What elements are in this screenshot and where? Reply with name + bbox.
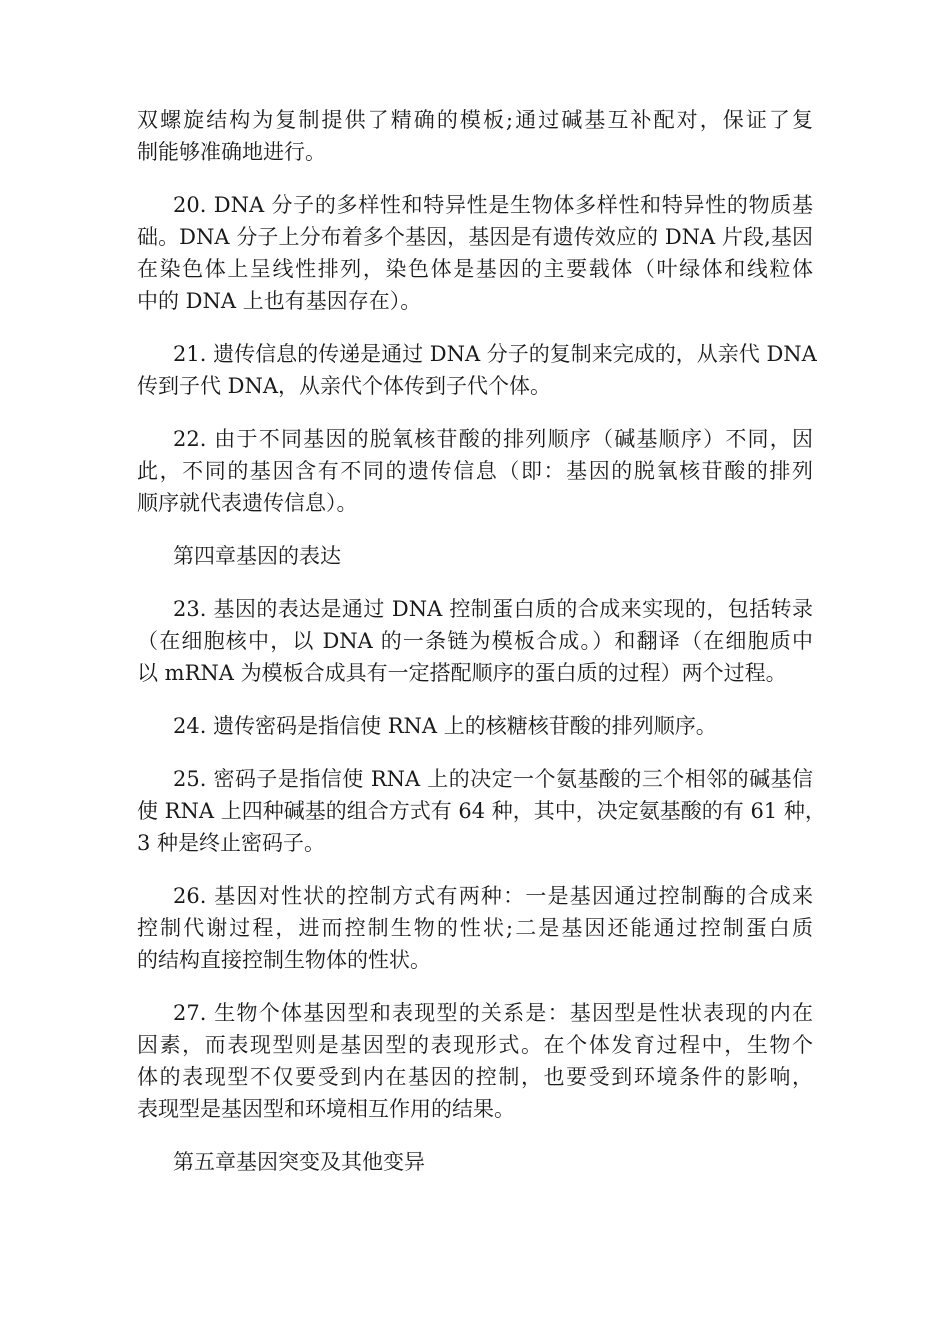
text-line: 24. 遗传密码是指信使 RNA 上的核糖核苷酸的排列顺序。 bbox=[173, 714, 717, 738]
text-line: 的结构直接控制生物体的性状。 bbox=[137, 948, 431, 972]
text-line: 因素，而表现型则是基因型的表现形式。在个体发育过程中，生物个 bbox=[137, 1033, 813, 1057]
paragraph bbox=[137, 338, 817, 402]
text-line: 顺序就代表遗传信息）。 bbox=[137, 491, 358, 515]
document-page bbox=[137, 104, 826, 1199]
text-line: 中的 DNA 上也有基因存在）。 bbox=[137, 289, 422, 313]
text-line: 制能够准确地进行。 bbox=[137, 140, 326, 164]
text-line: 体的表现型不仅要受到内在基因的控制，也要受到环境条件的影响， bbox=[137, 1065, 813, 1089]
text-line: 控制代谢过程，进而控制生物的性状;二是基因还能通过控制蛋白质 bbox=[137, 916, 813, 940]
paragraph bbox=[137, 189, 813, 317]
chapter-heading: 第五章基因突变及其他变异 bbox=[173, 1150, 425, 1174]
text-line: 以 mRNA 为模板合成具有一定搭配顺序的蛋白质的过程）两个过程。 bbox=[137, 661, 787, 685]
text-line: 双螺旋结构为复制提供了精确的模板;通过碱基互补配对，保证了复 bbox=[137, 108, 813, 132]
paragraph bbox=[137, 423, 813, 519]
text-line: 3 种是终止密码子。 bbox=[137, 831, 326, 855]
paragraph bbox=[137, 880, 813, 976]
text-line: 使 RNA 上四种碱基的组合方式有 64 种，其中，决定氨基酸的有 61 种， bbox=[137, 799, 826, 823]
text-line: 础。DNA 分子上分布着多个基因，基因是有遗传效应的 DNA 片段,基因 bbox=[137, 225, 813, 249]
paragraph bbox=[137, 104, 813, 168]
text-line: 传到子代 DNA，从亲代个体传到子代个体。 bbox=[137, 374, 552, 398]
text-line: 表现型是基因型和环境相互作用的结果。 bbox=[137, 1097, 515, 1121]
text-line: 20. DNA 分子的多样性和特异性是生物体多样性和特异性的物质基 bbox=[173, 193, 813, 217]
text-line: （在细胞核中，以 DNA 的一条链为模板合成。）和翻译（在细胞质中 bbox=[137, 629, 813, 653]
chapter-heading: 第四章基因的表达 bbox=[173, 544, 341, 568]
paragraph bbox=[137, 763, 826, 859]
text-line: 在染色体上呈线性排列，染色体是基因的主要载体（叶绿体和线粒体 bbox=[137, 257, 813, 281]
text-line: 26. 基因对性状的控制方式有两种：一是基因通过控制酶的合成来 bbox=[173, 884, 813, 908]
text-line: 22. 由于不同基因的脱氧核苷酸的排列顺序（碱基顺序）不同，因 bbox=[173, 427, 813, 451]
paragraph bbox=[137, 710, 813, 742]
paragraph bbox=[137, 997, 813, 1125]
text-line: 23. 基因的表达是通过 DNA 控制蛋白质的合成来实现的，包括转录 bbox=[173, 597, 813, 621]
text-line: 此，不同的基因含有不同的遗传信息（即：基因的脱氧核苷酸的排列 bbox=[137, 459, 813, 483]
text-line: 21. 遗传信息的传递是通过 DNA 分子的复制来完成的，从亲代 DNA bbox=[173, 342, 817, 366]
text-line: 25. 密码子是指信使 RNA 上的决定一个氨基酸的三个相邻的碱基信 bbox=[173, 767, 813, 791]
text-line: 27. 生物个体基因型和表现型的关系是：基因型是性状表现的内在 bbox=[173, 1001, 813, 1025]
paragraph bbox=[137, 593, 813, 689]
